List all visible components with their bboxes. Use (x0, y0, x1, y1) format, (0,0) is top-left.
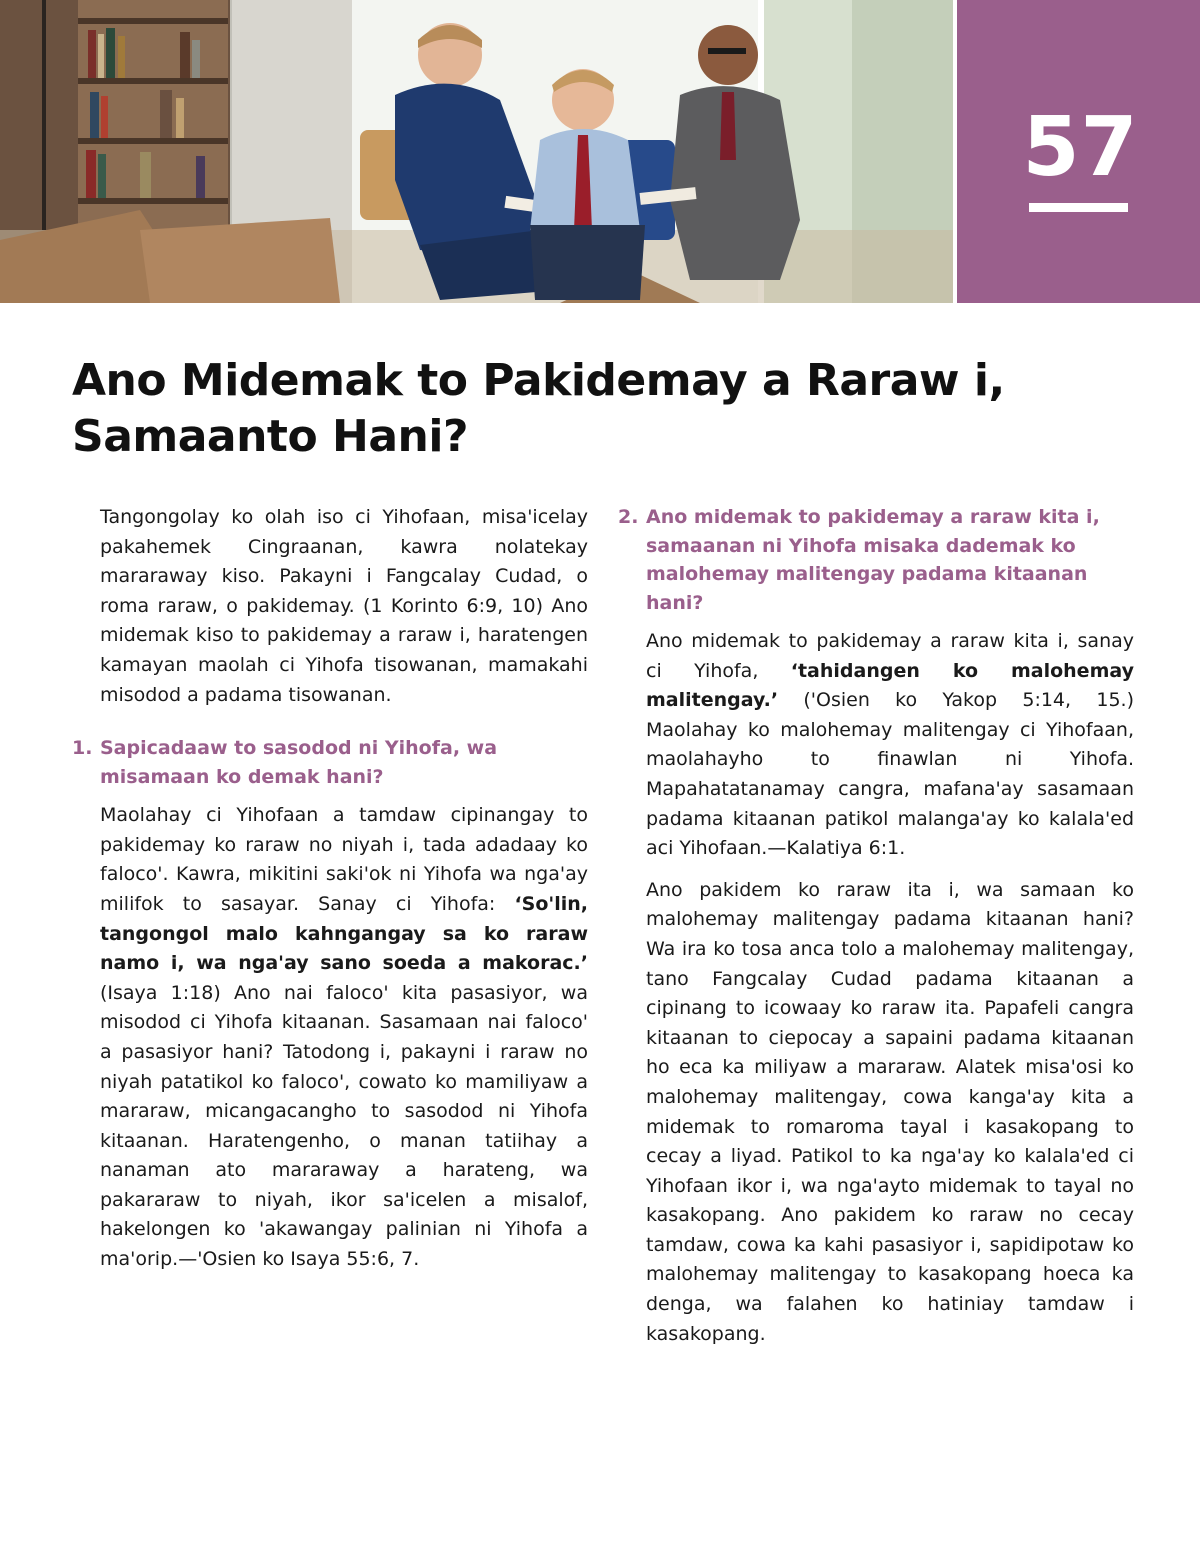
text-run: ('Osien ko Yakop 5:14, 15.) Maolahay ko malohemay malitengay ci Yihofaan, maolahayho to finawlan ni Yihofa. Mapahatatanamay cangra, mafana'ay sasamaan padama kitaanan patikol malanga'ay ko kalala'ed aci Yihofaan.—Kalatiya 6:1. (646, 689, 1134, 860)
right-column (618, 503, 1134, 1361)
scripture-quote: ‘tahidangen ko malohemay malitengay.’ (646, 659, 1134, 712)
question-text: Sapicadaaw to sasodod ni Yihofa, wa misamaan ko demak hani? (100, 737, 498, 788)
lesson-number: 57 (1022, 100, 1139, 195)
three-men-talking-illustration (0, 0, 953, 303)
header-photo (0, 0, 953, 303)
question-number: 2. (618, 506, 639, 528)
text-run: Ano pakidem ko raraw ita i, wa samaan ko malohemay malitengay padama kitaanan hani? Wa ira ko tosa anca tolo a malohemay malitengay, tano Fangcalay Cudad padama kitaanan a cipinang to icowaay ko raraw ita. Papafeli cangra kitaanan to ciepocay a sapaini padama kitaanan ho eca ka miliyaw a mararaw. Alatek misa'osi ko malohemay malitengay, cowa kanga'ay kita a midemak to romaroma tayal i kasakopang to cecay a liyad. Patikol to ka nga'ay ko kalala'ed ci Yihofaan ikor i, wa nga'ayto midemak to tayal no kasakopang. Ano pakidem ko raraw no cecay tamdaw, cowa ka kahi pasasiyor i, sapidipotaw ko malohemay malitengay to kasakopang hoeca ka denga, wa falahen ko hatiniay tamdaw i kasakopang. (646, 878, 1134, 1345)
scripture-quote: ‘So'lin, tangongol malo kahngangay sa ko raraw namo i, wa nga'ay sano soeda a makorac.’ (100, 892, 588, 975)
question-number: 1. (72, 737, 93, 760)
intro-paragraph: Tangongolay ko olah iso ci Yihofaan, misa'icelay pakahemek Cingraanan, kawra nolatekay mararaway kiso. Pakayni i Fangcalay Cudad, o roma raraw, o pakidemay. (1 Korinto 6:9, 10) Ano midemak kiso to pakidemay a raraw i, haratengen kamayan maolah ci Yihofa tisowanan, mamakahi misodod a padama tisowanan. (100, 506, 588, 706)
answer-paragraph (646, 876, 1134, 1350)
left-column (72, 503, 588, 1287)
badge-underline (1029, 203, 1128, 212)
question-2 (618, 503, 1134, 617)
answer-paragraph (646, 627, 1134, 864)
lesson-number-badge (957, 0, 1200, 303)
text-run: Maolahay ci Yihofaan a tamdaw cipinangay to pakidemay ko raraw no niyah i, tada adadaay ko faloco'. Kawra, mikitini saki'ok ni Yihofa wa nga'ay milifok to sasayar. Sanay ci Yihofa: (100, 804, 588, 915)
page-title: Ano Midemak to Pakidemay a Raraw i, Samaanto Hani? (72, 355, 1005, 462)
question-text: Ano midemak to pakidemay a raraw kita i, samaanan ni Yihofa misaka dademak ko malohemay malitengay padama kitaanan hani? (646, 506, 1100, 614)
text-run: (Isaya 1:18) Ano nai faloco' kita pasasiyor, wa misodod ci Yihofa kitaanan. Sasamaan nai faloco' a pasasiyor hani? Tatodong i, pakayni i raraw no niyah patatikol ko faloco', cowato ko mamiliyaw a mararaw, micangacangho to sasodod ni Yihofa kitaanan. Haratengenho, o manan tatiihay a nanaman ato mararaway a harateng, wa pakararaw to niyah, ikor sa'icelen a misalof, hakelongen ko 'akawangay palinian ni Yihofa a ma'orip.—'Osien ko Isaya 55:6, 7. (100, 981, 588, 1271)
question-1 (72, 734, 588, 791)
answer-paragraph (100, 801, 588, 1275)
text-run: Ano midemak to pakidemay a raraw kita i, sanay ci Yihofa, (646, 630, 1134, 682)
